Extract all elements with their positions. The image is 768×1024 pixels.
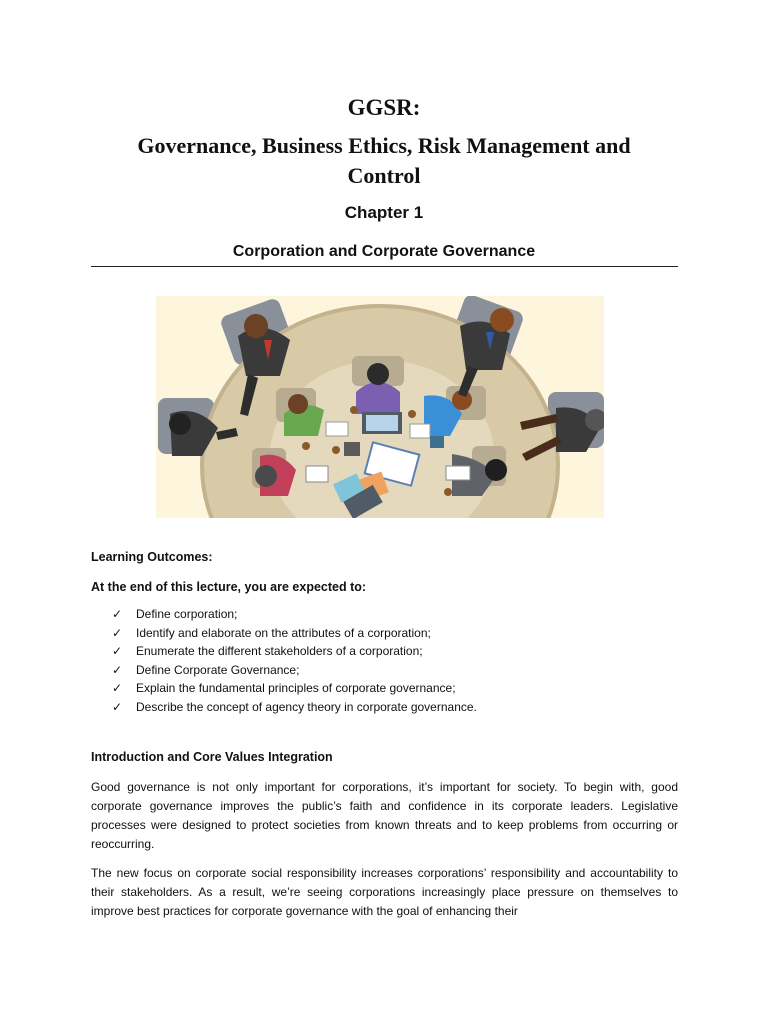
outcome-text: Describe the concept of agency theory in corporate governance. [136,699,477,714]
list-item [112,679,477,698]
title-divider [91,266,678,267]
list-item [112,661,477,680]
outcome-text: Enumerate the different stakeholders of a corporation; [136,644,423,659]
outcome-text: Identify and elaborate on the attributes of a corporation; [136,625,431,640]
chapter-label: Chapter 1 [344,203,424,222]
meeting-illustration [156,296,604,518]
checkmark-icon: ✓ [112,662,123,677]
checkmark-icon: ✓ [112,607,123,621]
learning-outcomes-heading: Learning Outcomes: [91,550,213,564]
body-paragraph: Good governance is not only important for corporations, it’s important for society. To begin with, good corporate governance improves the public’s faith and confidence in its corporate leaders. Legislative processes were designed to protect societies from known threats and to keep problems from occurring or reoccurring. [91,780,678,851]
list-item [112,698,477,717]
checkmark-icon: ✓ [112,681,123,696]
introduction-heading: Introduction and Core Values Integration [91,750,333,764]
list-item [112,624,477,643]
outcome-text: Define corporation; [136,607,238,621]
course-code: GGSR: [347,95,421,120]
learning-outcomes-list [112,605,477,717]
body-paragraph: The new focus on corporate social responsibility increases corporations’ responsibility and accountability to their stakeholders. As a result, we’re seeing corporations increasingly place pressure on themselves to improve best practices for corporate governance with the goal of enhancing their [91,866,678,918]
list-item [112,642,477,661]
checkmark-icon: ✓ [112,625,123,640]
chapter-title: Corporation and Corporate Governance [232,243,536,260]
outcome-text: Define Corporate Governance; [136,662,300,677]
checkmark-icon: ✓ [112,699,123,714]
list-item [112,605,477,624]
outcome-text: Explain the fundamental principles of corporate governance; [136,681,456,696]
learning-outcomes-intro: At the end of this lecture, you are expected to: [91,580,367,594]
checkmark-icon: ✓ [112,644,123,659]
course-title: Governance, Business Ethics, Risk Management and Control [137,133,631,188]
